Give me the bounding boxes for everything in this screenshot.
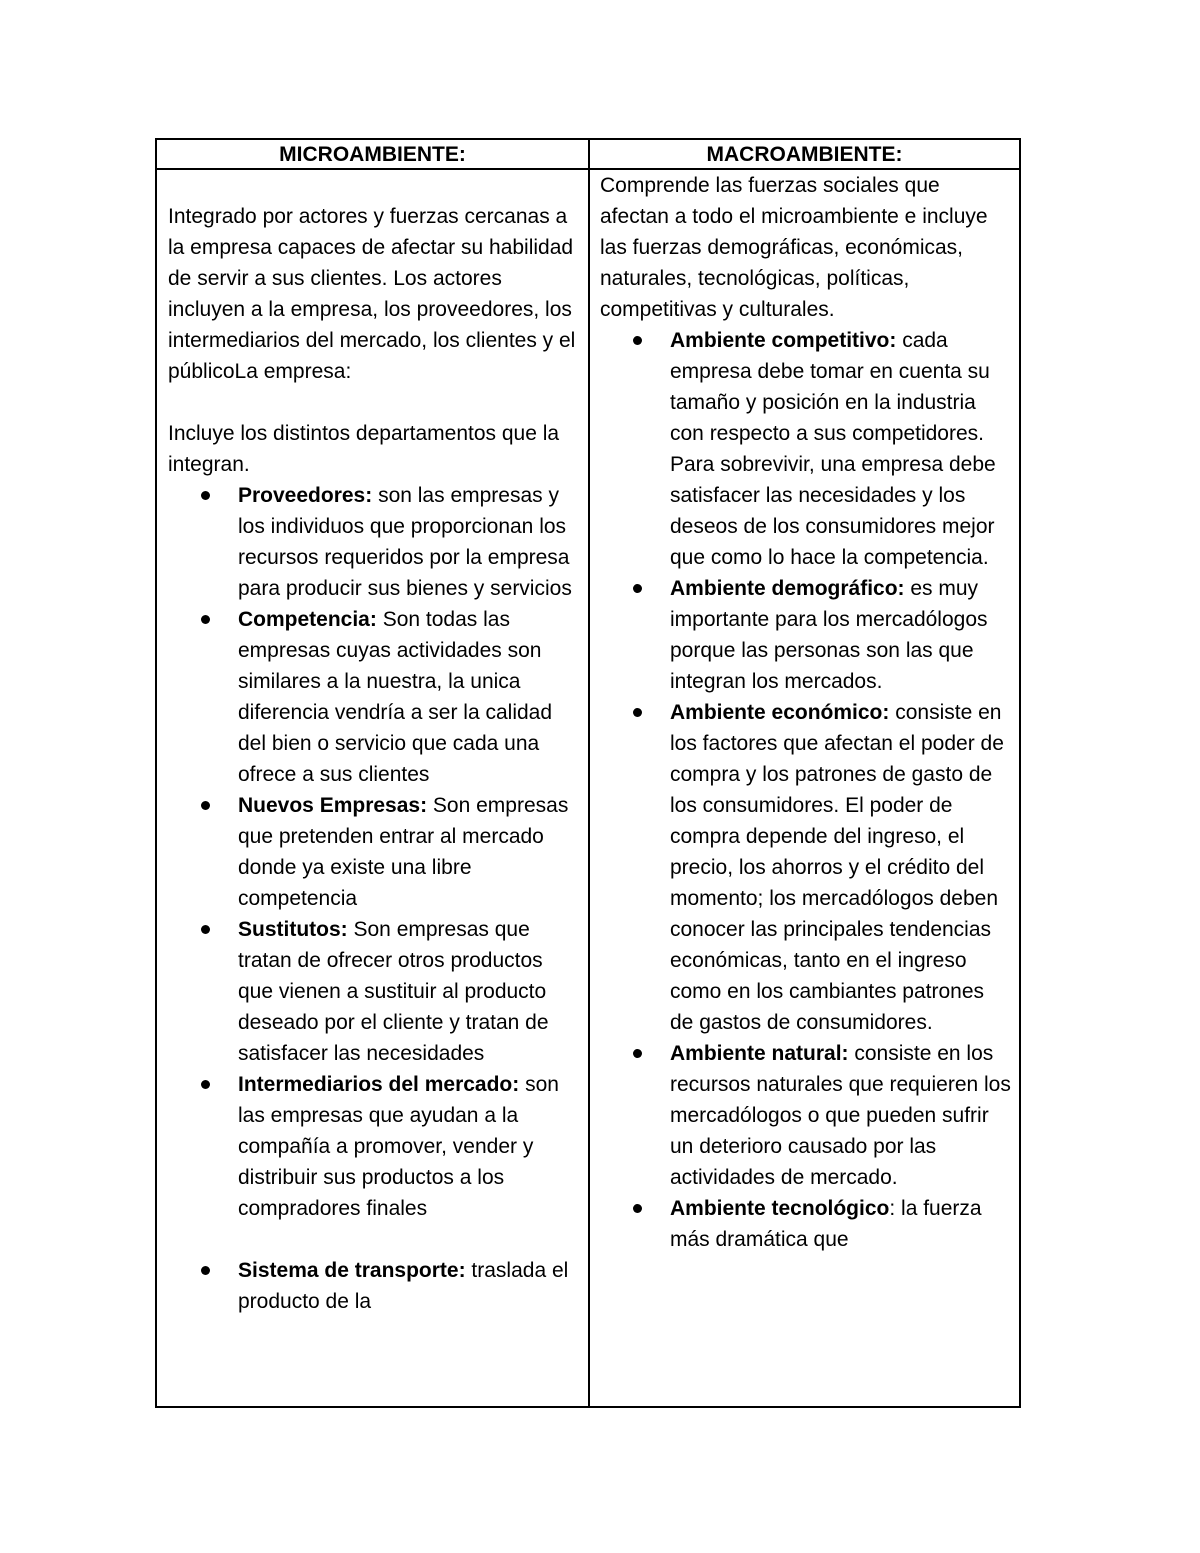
list-item [238,604,580,790]
macro-bullet-list [600,325,1011,1255]
macroambiente-cell [590,170,1019,1406]
microambiente-cell [157,170,590,1406]
item-term: Intermediarios del mercado: [238,1073,520,1096]
spacer [168,170,580,201]
item-term: Competencia: [238,608,377,631]
item-term: Sustitutos: [238,918,348,941]
list-item [238,1255,580,1317]
list-item [238,790,580,914]
bullet-icon [201,491,210,500]
list-item [238,480,580,604]
macroambiente-header: MACROAMBIENTE: [706,143,903,166]
item-term: Ambiente económico: [670,701,890,724]
table-header-row [157,140,1019,170]
bullet-icon [633,584,642,593]
item-text: son las empresas que ayudan a la compañía a promover, vender y distribuir sus productos a los compradores finales [238,1073,559,1220]
item-text: Son empresas que tratan de ofrecer otros productos que vienen a sustituir al producto deseado por el cliente y tratan de satisfacer las necesidades [238,918,549,1065]
item-text: Son todas las empresas cuyas actividades son similares a la nuestra, la unica diferencia vendría a ser la calidad del bien o servicio que cada una ofrece a sus clientes [238,608,553,786]
list-item [670,1193,1011,1255]
micro-bullet-list-continued [168,1255,580,1317]
item-term: Ambiente natural: [670,1042,849,1065]
item-term: Ambiente competitivo: [670,329,897,352]
bullet-icon [201,1266,210,1275]
item-text: es muy importante para los mercadólogos porque las personas son las que integran los mercados. [670,577,988,693]
list-item [670,1038,1011,1193]
bullet-icon [201,1080,210,1089]
list-item [670,573,1011,697]
comparison-table [155,138,1021,1408]
item-text: cada empresa debe tomar en cuenta su tamaño y posición en la industria con respecto a sus competidores. Para sobrevivir, una empresa debe satisfacer las necesidades y los deseos de los consumidores mejor que como lo hace la competencia. [670,329,996,569]
bullet-icon [201,615,210,624]
item-text: consiste en los factores que afectan el poder de compra y los patrones de gasto de los consumidores. El poder de compra depende del ingreso, el precio, los ahorros y el crédito del momento; los mercadólogos deben conocer las principales tendencias económicas, tanto en el ingreso como en los cambiantes patrones de gastos de consumidores. [670,701,1004,1034]
item-text: traslada el producto de la [238,1259,569,1313]
micro-bullet-list [168,480,580,1224]
item-term: Ambiente tecnológico [670,1197,890,1220]
item-text: Son empresas que pretenden entrar al mercado donde ya existe una libre competencia [238,794,569,910]
item-term: Nuevos Empresas: [238,794,428,817]
bullet-icon [201,801,210,810]
bullet-icon [633,1049,642,1058]
micro-departments-paragraph: Incluye los distintos departamentos que la integran. [168,422,560,476]
spacer [168,387,580,418]
list-item [238,1069,580,1224]
item-text: son las empresas y los individuos que proporcionan los recursos requeridos por la empresa para producir sus bienes y servicios [238,484,572,600]
bullet-icon [633,336,642,345]
list-item [670,697,1011,1038]
item-text: consiste en los recursos naturales que requieren los mercadólogos o que pueden sufrir un deterioro causado por las actividades de mercado. [670,1042,1011,1189]
table-body-row [157,170,1019,1406]
microambiente-header: MICROAMBIENTE: [157,140,590,168]
bullet-icon [633,1204,642,1213]
bullet-icon [633,708,642,717]
macro-intro-paragraph: Comprende las fuerzas sociales que afectan a todo el microambiente e incluye las fuerzas demográficas, económicas, naturales, tecnológicas, políticas, competitivas y culturales. [600,174,988,321]
item-term: Sistema de transporte: [238,1259,466,1282]
micro-intro-paragraph: Integrado por actores y fuerzas cercanas a la empresa capaces de afectar su habilidad de servir a sus clientes. Los actores incluyen a la empresa, los proveedores, los intermediarios del mercado, los clientes y el públicoLa empresa: [168,205,576,383]
item-term: Ambiente demográfico: [670,577,905,600]
list-item [670,325,1011,573]
item-text: : la fuerza más dramática que [670,1197,982,1251]
spacer [168,1224,580,1255]
bullet-icon [201,925,210,934]
list-item [238,914,580,1069]
item-term: Proveedores: [238,484,373,507]
